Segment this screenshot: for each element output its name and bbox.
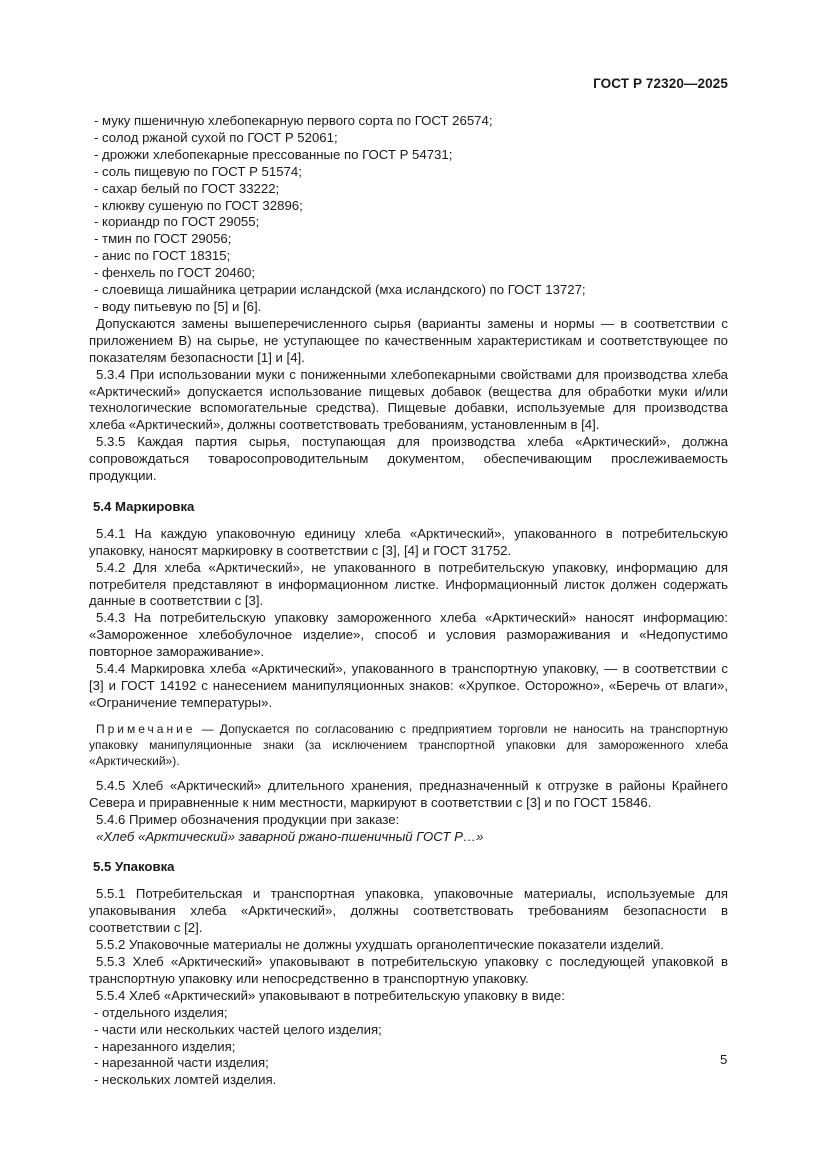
packaging-form-item: - части или нескольких частей целого изделия; <box>94 1021 382 1037</box>
paragraph-5-4-5: 5.4.5 Хлеб «Арктический» длительного хранения, предназначенный к отгрузке в районы Крайнего Севера и приравненные к ним местности, маркируют в соответствии с [3] и по ГОСТ 15846. <box>89 777 728 810</box>
paragraph-5-5-1: 5.5.1 Потребительская и транспортная упаковка, упаковочные материалы, используемые для упаковывания хлеба «Арктический», должны соответствовать требованиям безопасности в соответствии с [2]. <box>89 886 728 936</box>
packaging-form-item: - нарезанного изделия; <box>94 1038 236 1054</box>
raw-material-item: - кориандр по ГОСТ 29055; <box>94 214 260 230</box>
paragraph-5-4-4: 5.4.4 Маркировка хлеба «Арктический», упакованного в транспортную упаковку, — в соответствии с [3] и ГОСТ 14192 с нанесением манипуляционных знаков: «Хрупкое. Осторожно», «Беречь от влаги», «Ограничение температуры». <box>89 661 728 710</box>
packaging-form-item: - нескольких ломтей изделия. <box>94 1072 277 1088</box>
paragraph-5-5-3: 5.5.3 Хлеб «Арктический» упаковывают в потребительскую упаковку с последующей упаковкой в транспортную упаковку или непосредственно в транспортную упаковку. <box>89 953 728 986</box>
order-designation-example: «Хлеб «Арктический» заварной ржано-пшеничный ГОСТ Р…» <box>96 828 484 844</box>
raw-material-item: - фенхель по ГОСТ 20460; <box>94 265 256 281</box>
raw-material-item: - дрожжи хлебопекарные прессованные по ГОСТ Р 54731; <box>94 146 453 162</box>
note-label: Примечание <box>96 721 196 736</box>
paragraph-5-4-6: 5.4.6 Пример обозначения продукции при заказе: <box>96 811 400 827</box>
raw-material-item: - тмин по ГОСТ 29056; <box>94 231 232 247</box>
section-heading-marking: 5.4 Маркировка <box>93 498 195 514</box>
paragraph-5-4-2: 5.4.2 Для хлеба «Арктический», не упакованного в потребительскую упаковку, информацию для потребителя представляют в информационном листке. Информационный листок должен содержать данные в соответствии с [3]. <box>89 559 728 609</box>
note-paragraph <box>89 721 728 769</box>
document-header-standard-id: ГОСТ Р 72320—2025 <box>593 76 728 91</box>
paragraph-5-4-3: 5.4.3 На потребительскую упаковку замороженного хлеба «Арктический» наносят информацию: «Замороженное хлебобулочное изделие», способ и условия размораживания и «Недопустимо повторное замораживание». <box>89 610 728 660</box>
raw-material-item: - воду питьевую по [5] и [6]. <box>94 298 262 314</box>
packaging-form-item: - отдельного изделия; <box>94 1004 228 1020</box>
raw-material-item: - сахар белый по ГОСТ 33222; <box>94 180 280 196</box>
paragraph-5-3-5: 5.3.5 Каждая партия сырья, поступающая для производства хлеба «Арктический», должна сопровождаться товаросопроводительным документом, обеспечивающим прослеживаемость продукции. <box>89 434 728 484</box>
raw-material-item: - муку пшеничную хлебопекарную первого сорта по ГОСТ 26574; <box>94 113 493 128</box>
paragraph-5-4-1: 5.4.1 На каждую упаковочную единицу хлеба «Арктический», упакованного в потребительскую упаковку, наносят маркировку в соответствии с [3], [4] и ГОСТ 31752. <box>89 525 728 558</box>
raw-material-item: - слоевища лишайника цетрарии исландской (мха исландского) по ГОСТ 13727; <box>94 282 586 298</box>
raw-material-item: - соль пищевую по ГОСТ Р 51574; <box>94 163 302 179</box>
page-number: 5 <box>720 1052 728 1067</box>
note-text: — Допускается по согласованию с предприятием торговли не наносить на транспортную упаковку манипуляционные знаки (за исключением транспортной упаковки для замороженного хлеба «Арктический»). <box>89 721 728 768</box>
raw-material-item: - клюкву сушеную по ГОСТ 32896; <box>94 197 303 213</box>
document-body <box>89 113 728 1089</box>
paragraph-replacements: Допускаются замены вышеперечисленного сырья (варианты замены и нормы — в соответствии с приложением В) на сырье, не уступающее по качественным характеристикам и соответствующее по показателям безопасности [1] и [4]. <box>89 315 728 365</box>
section-heading-packaging: 5.5 Упаковка <box>93 859 175 875</box>
raw-material-item: - анис по ГОСТ 18315; <box>94 248 231 264</box>
paragraph-5-5-4: 5.5.4 Хлеб «Арктический» упаковывают в потребительскую упаковку в виде: <box>96 987 565 1003</box>
paragraph-5-5-2: 5.5.2 Упаковочные материалы не должны ухудшать органолептические показатели изделий. <box>96 937 664 953</box>
raw-material-item: - солод ржаной сухой по ГОСТ Р 52061; <box>94 129 338 145</box>
packaging-form-item: - нарезанной части изделия; <box>94 1055 269 1071</box>
paragraph-5-3-4: 5.3.4 При использовании муки с пониженными хлебопекарными свойствами для производства хлеба «Арктический» допускается использование пищевых добавок (вещества для обработки муки и/или технологические вспомогательные средства). Пищевые добавки, используемые для производства хлеба «Арктический», должны соответствовать требованиям, установленным в [4]. <box>89 366 728 433</box>
